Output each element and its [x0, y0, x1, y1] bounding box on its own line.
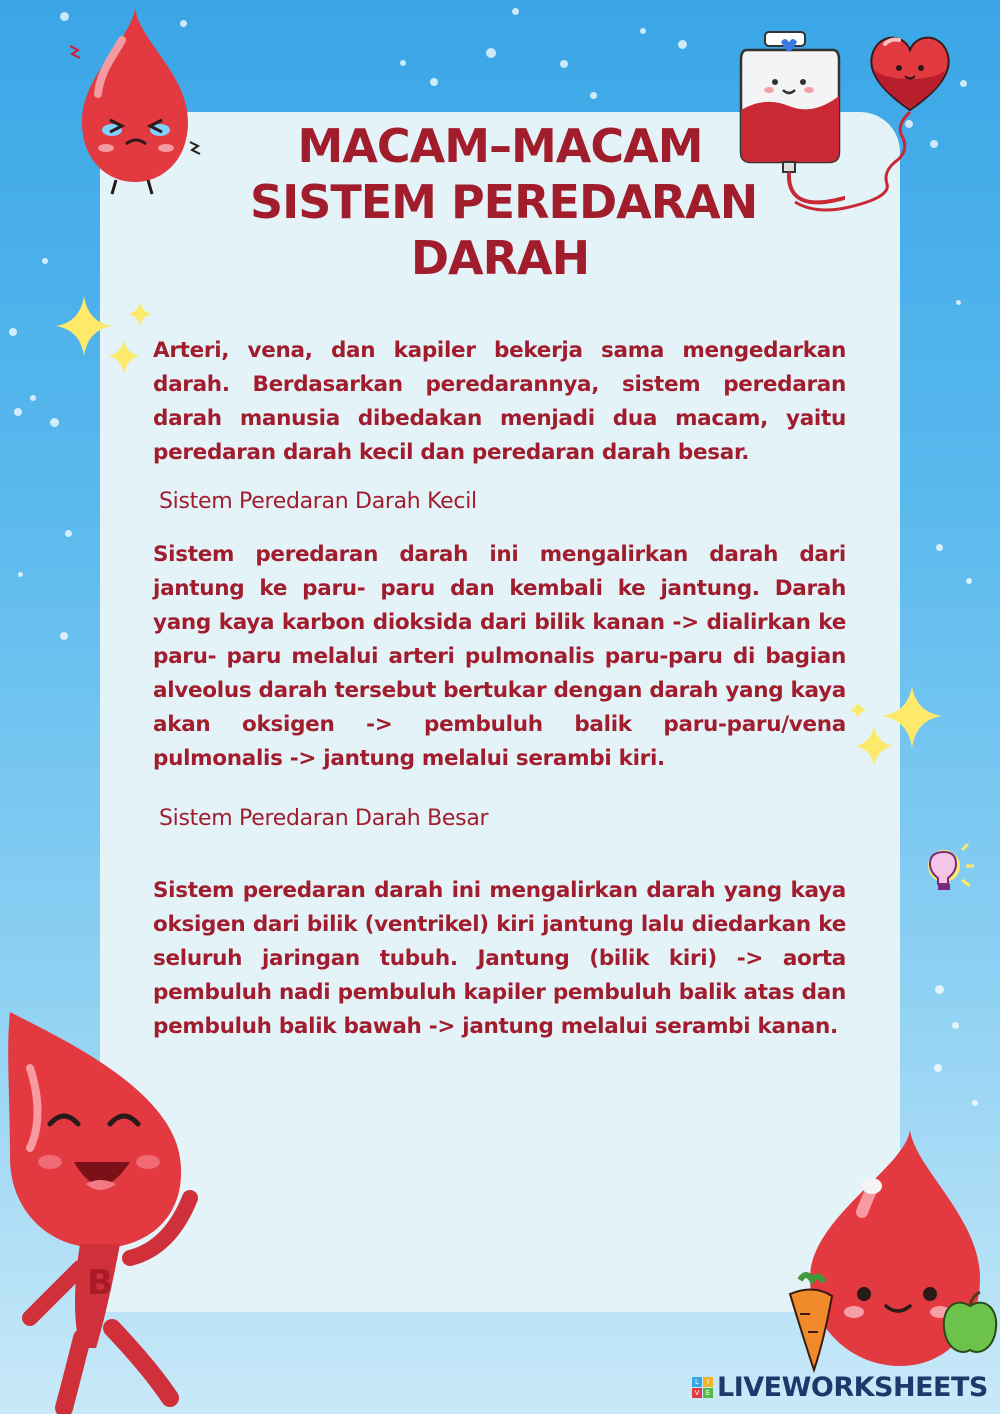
liveworksheets-mark-icon [692, 1377, 713, 1398]
brand-name: LIVEWORKSHEETS [717, 1372, 988, 1403]
section-heading-small-circulation: Sistem Peredaran Darah Kecil [159, 489, 477, 514]
sparkle-icon [846, 686, 946, 770]
title-line-2: SISTEM PEREDARAN [250, 175, 758, 229]
brand-mark-letter: E [703, 1388, 713, 1398]
liveworksheets-logo [692, 1372, 988, 1403]
apple-icon [940, 1290, 1000, 1360]
title-line-3: DARAH [410, 231, 590, 285]
waving-blood-drop-icon [0, 1008, 220, 1414]
section-heading-large-circulation: Sistem Peredaran Darah Besar [159, 806, 489, 831]
sparkle-icon [54, 296, 154, 378]
crying-blood-drop-icon [50, 2, 220, 200]
heart-balloon-icon [775, 26, 965, 216]
lightbulb-icon [918, 840, 978, 900]
carrot-icon [780, 1270, 846, 1374]
section-body-small-circulation: Sistem peredaran darah ini mengalirkan darah dari jantung ke paru- paru dan kembali ke jantung. Darah yang kaya karbon dioksida dari bilik kanan -> dialirkan ke paru- paru melalui arteri pulmonalis paru-paru di bagian alveolus darah tersebut bertukar dengan darah yang kaya akan oksigen -> pembuluh balik paru-paru/vena pulmonalis -> jantung melalui serambi kiri. [153, 542, 847, 771]
svg-text:B: B [87, 1263, 113, 1303]
page-title [250, 118, 758, 286]
brand-mark-letter: L [692, 1377, 702, 1387]
title-line-1: MACAM–MACAM [297, 119, 703, 173]
brand-mark-letter: V [692, 1388, 702, 1398]
brand-mark-letter: I [703, 1377, 713, 1387]
section-body-large-circulation: Sistem peredaran darah ini mengalirkan darah yang kaya oksigen dari bilik (ventrikel) kiri jantung lalu diedarkan ke seluruh jaringan tubuh. Jantung (bilik kiri) -> aorta pembuluh nadi pembuluh kapiler pembuluh balik atas dan pembuluh balik bawah -> jantung melalui serambi kanan. [153, 878, 846, 1039]
intro-paragraph: Arteri, vena, dan kapiler bekerja sama mengedarkan darah. Berdasarkan peredarannya, sistem peredaran darah manusia dibedakan menjadi dua macam, yaitu peredaran darah kecil dan peredaran darah besar. [153, 338, 846, 465]
